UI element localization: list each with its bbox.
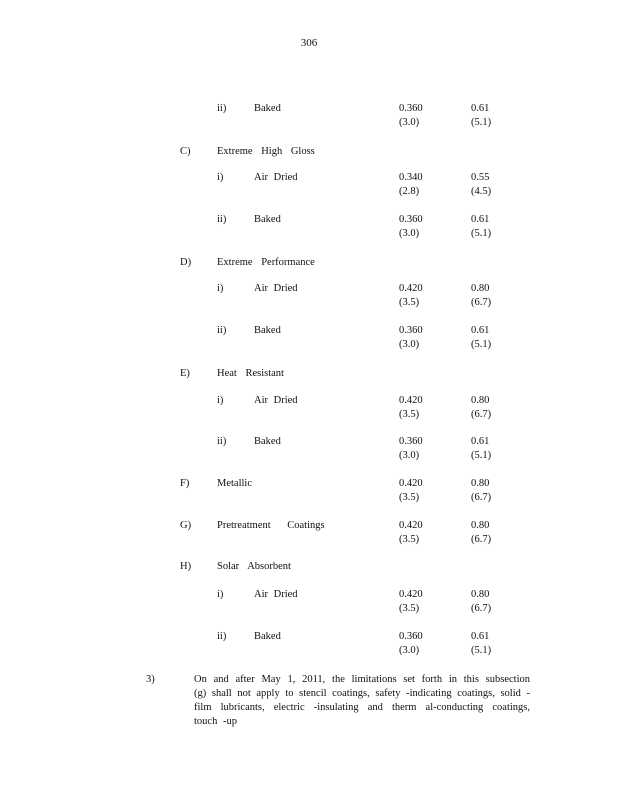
value-secondary-metric: (5.1) — [471, 228, 492, 239]
value-primary: 0.360 — [399, 436, 423, 447]
category-marker: E) — [180, 368, 190, 379]
value-secondary: 0.61 — [471, 325, 490, 336]
subitem-label: Air Dried — [254, 172, 298, 183]
value-primary-metric: (3.0) — [399, 450, 420, 461]
value-secondary-metric: (5.1) — [471, 117, 492, 128]
value-primary-metric: (3.0) — [399, 645, 420, 656]
value-secondary: 0.80 — [471, 283, 490, 294]
value-secondary-metric: (6.7) — [471, 297, 492, 308]
category-marker: F) — [180, 478, 190, 489]
category-label: Metallic — [217, 478, 252, 489]
value-secondary: 0.61 — [471, 214, 490, 225]
value-secondary: 0.61 — [471, 103, 490, 114]
value-primary: 0.340 — [399, 172, 423, 183]
value-primary: 0.420 — [399, 478, 423, 489]
value-secondary-metric: (6.7) — [471, 534, 492, 545]
value-primary: 0.360 — [399, 631, 423, 642]
value-primary-metric: (2.8) — [399, 186, 420, 197]
value-secondary: 0.55 — [471, 172, 490, 183]
category-label: Extreme High Gloss — [217, 146, 315, 157]
category-label: Solar Absorbent — [217, 561, 291, 572]
subitem-label: Baked — [254, 214, 281, 225]
value-secondary: 0.80 — [471, 589, 490, 600]
value-secondary: 0.80 — [471, 395, 490, 406]
value-primary: 0.360 — [399, 103, 423, 114]
value-primary-metric: (3.5) — [399, 409, 420, 420]
subitem-marker: i) — [217, 172, 224, 183]
value-secondary: 0.80 — [471, 478, 490, 489]
subitem-marker: ii) — [217, 325, 227, 336]
value-secondary: 0.61 — [471, 631, 490, 642]
value-secondary-metric: (5.1) — [471, 339, 492, 350]
value-secondary-metric: (5.1) — [471, 645, 492, 656]
subitem-label: Air Dried — [254, 589, 298, 600]
category-label: Pretreatment Coatings — [217, 520, 325, 531]
value-secondary-metric: (4.5) — [471, 186, 492, 197]
value-secondary: 0.80 — [471, 520, 490, 531]
value-secondary-metric: (6.7) — [471, 603, 492, 614]
value-primary: 0.360 — [399, 214, 423, 225]
subitem-label: Baked — [254, 436, 281, 447]
subitem-marker: ii) — [217, 631, 227, 642]
paragraph-number: 3) — [146, 674, 155, 685]
subitem-marker: i) — [217, 395, 224, 406]
value-primary: 0.420 — [399, 395, 423, 406]
category-marker: C) — [180, 146, 191, 157]
value-primary-metric: (3.5) — [399, 297, 420, 308]
value-secondary-metric: (5.1) — [471, 450, 492, 461]
subitem-label: Air Dried — [254, 395, 298, 406]
subitem-label: Air Dried — [254, 283, 298, 294]
category-marker: H) — [180, 561, 192, 572]
category-marker: G) — [180, 520, 192, 531]
subitem-marker: ii) — [217, 214, 227, 225]
paragraph-text: On and after May 1, 2011, the limitations set forth in this subsection (g) shall not apply to stencil coatings, safety -indicating coatings, solid -film lubricants, electric -insulating and therm al-conducting coatings, touch -up — [194, 674, 530, 727]
value-primary: 0.420 — [399, 520, 423, 531]
subitem-marker: ii) — [217, 436, 227, 447]
subitem-marker: i) — [217, 283, 224, 294]
value-primary-metric: (3.0) — [399, 228, 420, 239]
value-secondary-metric: (6.7) — [471, 409, 492, 420]
value-primary: 0.420 — [399, 283, 423, 294]
value-primary: 0.420 — [399, 589, 423, 600]
category-label: Extreme Performance — [217, 257, 315, 268]
subitem-marker: i) — [217, 589, 224, 600]
value-primary-metric: (3.5) — [399, 603, 420, 614]
value-primary-metric: (3.5) — [399, 492, 420, 503]
category-label: Heat Resistant — [217, 368, 284, 379]
value-primary: 0.360 — [399, 325, 423, 336]
value-primary-metric: (3.0) — [399, 117, 420, 128]
value-secondary: 0.61 — [471, 436, 490, 447]
subitem-marker: ii) — [217, 103, 227, 114]
value-secondary-metric: (6.7) — [471, 492, 492, 503]
subitem-label: Baked — [254, 103, 281, 114]
category-marker: D) — [180, 257, 192, 268]
value-primary-metric: (3.5) — [399, 534, 420, 545]
subitem-label: Baked — [254, 325, 281, 336]
page-number: 306 — [300, 37, 318, 49]
subitem-label: Baked — [254, 631, 281, 642]
value-primary-metric: (3.0) — [399, 339, 420, 350]
